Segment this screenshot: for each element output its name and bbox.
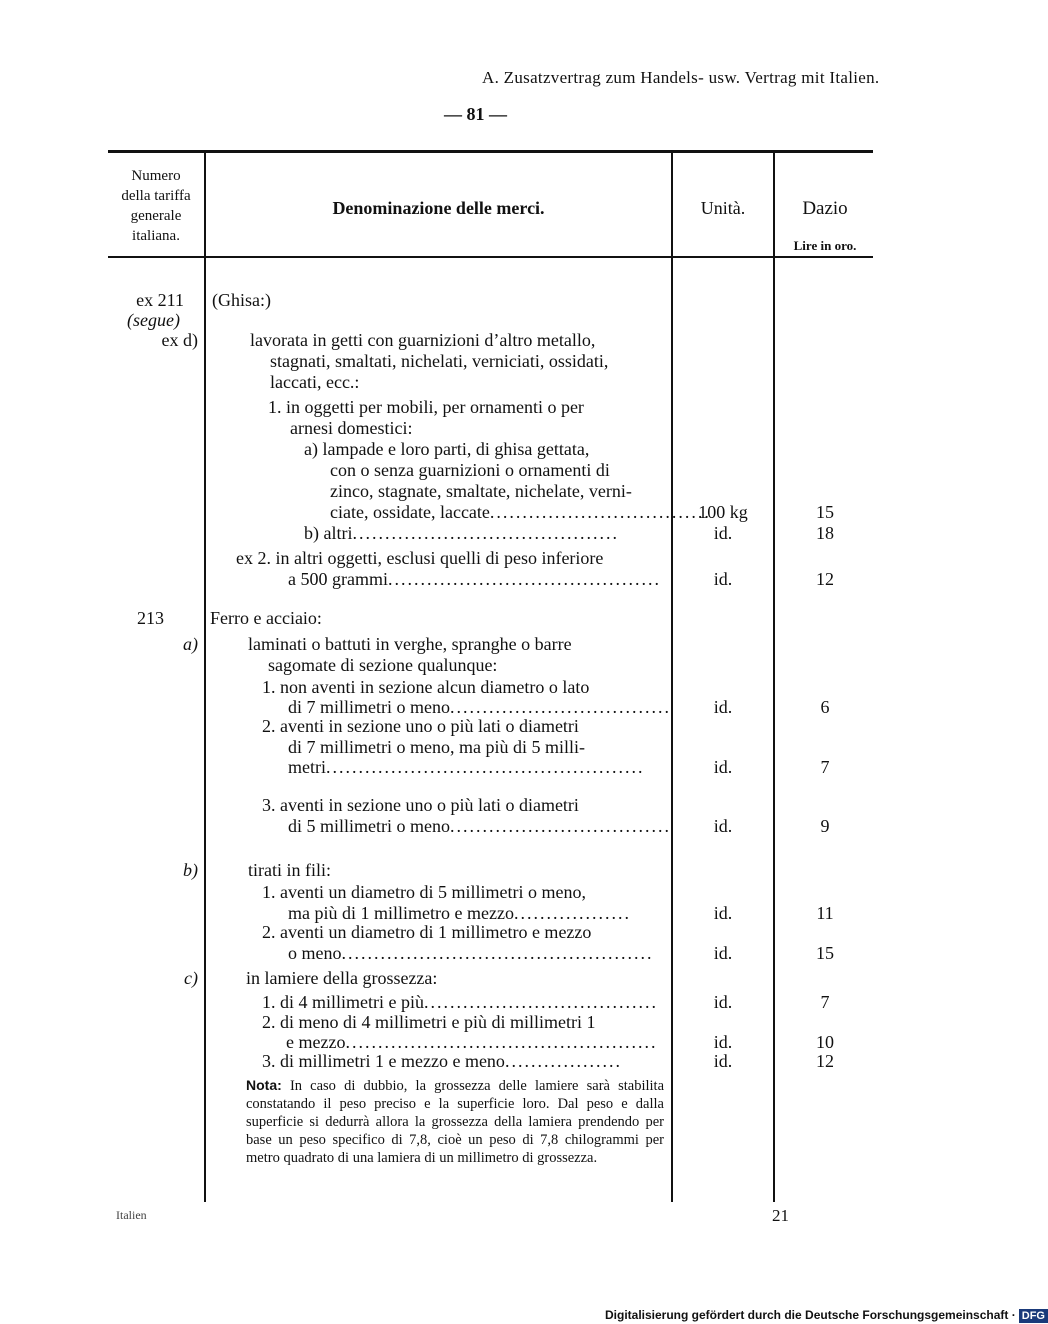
header-numero	[108, 166, 204, 246]
leader-dots: ................................................	[345, 1032, 658, 1052]
tariff-sub: ex d)	[161, 330, 198, 350]
item-text-dotted	[288, 943, 664, 964]
item-text: di 7 millimetri o meno, ma più di 5 milli-	[288, 737, 585, 757]
leader-dots: ..................................	[489, 502, 711, 522]
duty-value: 7	[820, 992, 830, 1012]
duty-value: 9	[820, 816, 830, 836]
unit-value: 100 kg	[698, 502, 748, 522]
item-text: arnesi domestici:	[290, 418, 413, 438]
leader-dots: .........................................	[352, 523, 619, 543]
nota-label: Nota:	[246, 1077, 282, 1093]
leader-dots: ................................................	[341, 943, 654, 963]
item-text: 1. in oggetti per mobili, per ornamenti o per	[268, 397, 584, 417]
leader-dots: ..................	[513, 903, 631, 923]
header-numero-line: italiana.	[132, 228, 180, 244]
unit-value: id.	[713, 697, 733, 717]
item-text: Ferro e acciaio:	[210, 608, 322, 628]
leader-dots: ..........................................	[387, 569, 661, 589]
item-text-dotted	[286, 1032, 664, 1053]
item-text: di 5 millimetri o meno	[288, 816, 450, 836]
item-text-dotted	[330, 502, 711, 523]
item-text: tirati in fili:	[248, 860, 331, 880]
duty-value: 18	[816, 523, 834, 543]
item-text: 1. aventi un diametro di 5 millimetri o meno,	[262, 882, 586, 902]
duty-value: 15	[816, 943, 834, 963]
item-text: in lamiere della grossezza:	[246, 968, 438, 988]
leader-dots: ..................................	[449, 697, 671, 717]
unit-value: id.	[713, 1051, 733, 1071]
header-unita: Unità.	[700, 198, 746, 218]
item-text: 1. non aventi in sezione alcun diametro o lato	[262, 677, 590, 697]
duty-value: 11	[816, 903, 834, 923]
unit-value: id.	[713, 757, 733, 777]
item-text: (Ghisa:)	[212, 290, 271, 310]
header-numero-line: generale	[130, 208, 182, 224]
tariff-sub: b)	[183, 860, 198, 880]
item-text: di 7 millimetri o meno	[288, 697, 450, 717]
tariff-number: 213	[137, 608, 164, 628]
tariff-sub: a)	[183, 634, 198, 654]
duty-value: 12	[816, 569, 834, 589]
item-text-dotted	[288, 697, 671, 718]
footer-left-mark: Italien	[116, 1208, 147, 1222]
item-text: ma più di 1 millimetro e mezzo	[288, 903, 514, 923]
leader-dots: ..................................	[449, 816, 671, 836]
nota-block	[246, 1076, 664, 1167]
item-text-dotted	[288, 903, 664, 924]
item-text: e mezzo	[286, 1032, 346, 1052]
dfg-credit-text: Digitalisierung gefördert durch die Deutsche Forschungsgemeinschaft	[605, 1308, 1009, 1322]
unit-value: id.	[713, 903, 733, 923]
header-dazio-sub: Lire in oro.	[793, 238, 857, 253]
leader-dots: ..................	[504, 1051, 622, 1071]
item-text: laminati o battuti in verghe, spranghe o barre	[248, 634, 572, 654]
unit-value: id.	[713, 943, 733, 963]
leader-dots: .................................................	[326, 757, 645, 777]
unit-value: id.	[713, 523, 733, 543]
duty-value: 6	[820, 697, 830, 717]
item-text: laccati, ecc.:	[270, 372, 360, 392]
item-text: b) altri	[304, 523, 353, 543]
item-text: 3. aventi in sezione uno o più lati o diametri	[262, 795, 579, 815]
header-numero-line: Numero	[131, 168, 181, 184]
item-text: ciate, ossidate, laccate	[330, 502, 490, 522]
item-text: stagnati, smaltati, nichelati, verniciati, ossidati,	[270, 351, 609, 371]
item-text: lavorata in getti con guarnizioni d’altro metallo,	[250, 330, 596, 350]
header-denominazione: Denominazione delle merci.	[332, 198, 545, 218]
page-number: — 81 —	[444, 104, 507, 124]
nota-text: In caso di dubbio, la grossezza delle lamiere sarà stabilita constatando il peso preciso e la superficie loro. Dal peso e dalla superficie si dedurrà allora la grossezza della lamiera prendendo per base un peso specifico di 7,8, cioè un peso di 7,8 chilogrammi per metro quadrato di una lamiera di un millimetro di grossezza.	[246, 1078, 665, 1166]
unit-value: id.	[713, 816, 733, 836]
item-text: o meno	[288, 943, 342, 963]
item-text-dotted	[288, 816, 671, 837]
tariff-sub: c)	[184, 968, 198, 988]
item-text-dotted	[262, 1051, 664, 1072]
item-text: 1. di 4 millimetri e più	[262, 992, 424, 1012]
item-text: sagomate di sezione qualunque:	[268, 655, 498, 675]
item-text: metri	[288, 757, 326, 777]
duty-value: 7	[820, 757, 830, 777]
item-text: con o senza guarnizioni o ornamenti di	[330, 460, 610, 480]
header-dazio: Dazio	[802, 198, 848, 219]
dfg-logo-icon: DFG	[1019, 1309, 1048, 1323]
item-text-dotted	[304, 523, 664, 544]
column-divider-1	[204, 152, 206, 1202]
item-text: 2. di meno di 4 millimetri e più di millimetri 1	[262, 1012, 596, 1032]
item-text-dotted	[288, 757, 664, 778]
sheet-number: 21	[772, 1206, 789, 1225]
header-numero-line: della tariffa	[121, 188, 191, 204]
leader-dots: ....................................	[423, 992, 658, 1012]
item-text: ex 2. in altri oggetti, esclusi quelli di peso inferiore	[236, 548, 604, 568]
table-header-rule	[108, 256, 873, 258]
unit-value: id.	[713, 569, 733, 589]
table-top-rule	[108, 150, 873, 153]
unit-value: id.	[713, 1032, 733, 1052]
unit-value: id.	[713, 992, 733, 1012]
duty-value: 12	[816, 1051, 834, 1071]
item-text: zinco, stagnate, smaltate, nichelate, verni-	[330, 481, 632, 501]
dfg-credit: Digitalisierung gefördert durch die Deutsche Forschungsgemeinschaft · DFG	[605, 1308, 1048, 1323]
item-text: 2. aventi un diametro di 1 millimetro e mezzo	[262, 922, 592, 942]
item-text: 2. aventi in sezione uno o più lati o diametri	[262, 716, 579, 736]
item-text-dotted	[262, 992, 664, 1013]
tariff-segue: (segue)	[127, 310, 180, 330]
item-text-dotted	[288, 569, 664, 590]
item-text: 3. di millimetri 1 e mezzo e meno	[262, 1051, 505, 1071]
duty-value: 15	[816, 502, 834, 522]
running-title: A. Zusatzvertrag zum Handels- usw. Vertrag mit Italien.	[482, 68, 880, 87]
item-text: a 500 grammi	[288, 569, 388, 589]
item-text: a) lampade e loro parti, di ghisa gettata,	[304, 439, 590, 459]
tariff-number: ex 211	[136, 290, 184, 310]
duty-value: 10	[816, 1032, 834, 1052]
